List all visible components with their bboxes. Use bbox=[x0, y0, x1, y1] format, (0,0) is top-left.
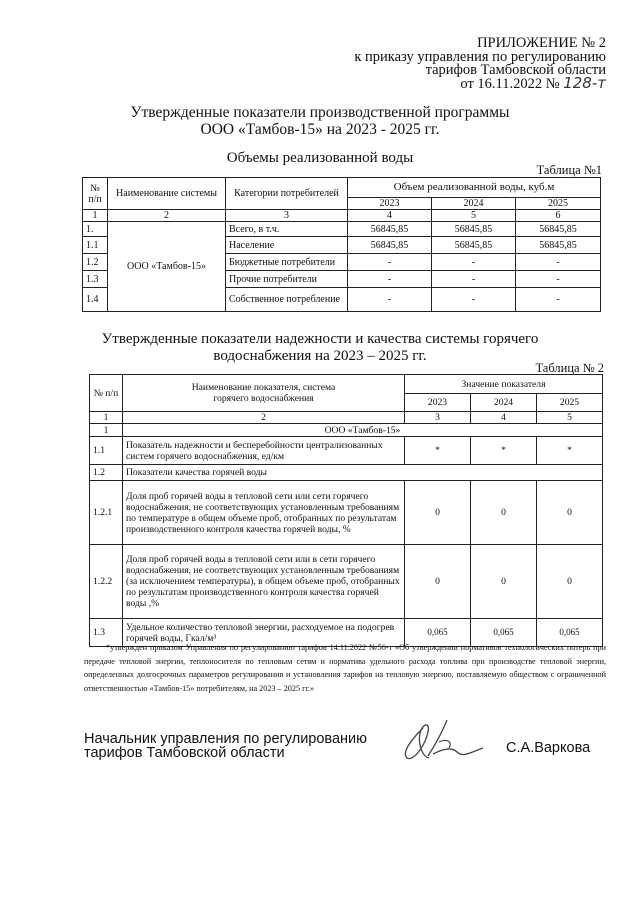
t2-row-num: 1 bbox=[90, 424, 123, 437]
t1-row-value: - bbox=[516, 271, 601, 288]
t1-header-volume: Объем реализованной воды, куб.м bbox=[348, 178, 601, 198]
t2-row-value: 0 bbox=[537, 545, 603, 619]
t1-index-cell: 2 bbox=[108, 210, 226, 222]
t2-row-num: 1.2 bbox=[90, 465, 123, 481]
t2-row-value: 0 bbox=[405, 481, 471, 545]
t1-system-name: ООО «Тамбов-15» bbox=[108, 222, 226, 312]
t2-year: 2024 bbox=[471, 394, 537, 412]
t2-row-name: Показатель надежности и бесперебойности централизованных систем горячего водоснабжения, ед/км bbox=[123, 437, 405, 465]
t1-index-cell: 1 bbox=[83, 210, 108, 222]
t1-row-num: 1.2 bbox=[83, 254, 108, 271]
t2-year: 2025 bbox=[537, 394, 603, 412]
t2-row-value: * bbox=[537, 437, 603, 465]
t1-row-value: - bbox=[516, 254, 601, 271]
table-row bbox=[90, 465, 603, 481]
t2-row-name: Доля проб горячей воды в тепловой сети или сети горячего водоснабжения, не соответствующих установленным требованиям по температуре в общем объеме проб, отобранных по результатам производственного контроля качества горячей воды, % bbox=[123, 481, 405, 545]
t1-row-value: - bbox=[348, 271, 432, 288]
t1-row-value: - bbox=[516, 288, 601, 312]
t2-row-name: Показатели качества горячей воды bbox=[123, 465, 603, 481]
t1-row-category: Всего, в т.ч. bbox=[226, 222, 348, 237]
reliability-quality-table bbox=[89, 374, 603, 647]
t2-row-value: 0 bbox=[405, 545, 471, 619]
signatory-name: С.А.Варкова bbox=[506, 740, 591, 756]
t2-header-value: Значение показателя bbox=[405, 375, 603, 394]
t2-row-value: 0 bbox=[471, 545, 537, 619]
t2-row-value: 0,065 bbox=[405, 619, 471, 647]
t1-row-value: 56845,85 bbox=[348, 222, 432, 237]
t1-index-cell: 6 bbox=[516, 210, 601, 222]
table2-label: Таблица № 2 bbox=[535, 361, 604, 375]
table2-title-line-1: Утвержденные показатели надежности и качества системы горячего bbox=[101, 331, 539, 347]
t1-year: 2025 bbox=[516, 198, 601, 210]
t1-row-value: 56845,85 bbox=[516, 222, 601, 237]
t1-row-category: Собственное потребление bbox=[226, 288, 348, 312]
t1-row-value: - bbox=[432, 271, 516, 288]
t2-row-value: 0 bbox=[537, 481, 603, 545]
t2-index-cell: 1 bbox=[90, 412, 123, 424]
document-heading bbox=[0, 104, 640, 138]
t1-row-category: Население bbox=[226, 237, 348, 254]
heading-line-2: ООО «Тамбов-15» на 2023 - 2025 гг. bbox=[200, 121, 440, 138]
t2-system-name: ООО «Тамбов-15» bbox=[123, 424, 603, 437]
t2-header-num: № п/п bbox=[90, 375, 123, 412]
t2-index-cell: 2 bbox=[123, 412, 405, 424]
t1-header-num: № п/п bbox=[83, 178, 108, 210]
table-row bbox=[83, 222, 601, 237]
position-line-2: тарифов Тамбовской области bbox=[84, 745, 285, 761]
appendix-date: от 16.11.2022 № bbox=[460, 76, 560, 92]
t2-row-value: * bbox=[405, 437, 471, 465]
position-line-1: Начальник управления по регулированию bbox=[84, 731, 368, 747]
table2-title bbox=[0, 331, 640, 365]
t1-index-cell: 4 bbox=[348, 210, 432, 222]
t1-index-cell: 5 bbox=[432, 210, 516, 222]
footnote: *утвержден приказом Управления по регулированию тарифов 14.11.2022 №56-т «Об утверждении нормативов технологических потерь при передаче тепловой энергии, теплоносителя по тепловым сетям и норматива удельного расхода топлива при производстве тепловой энергии, определенных долгосрочных параметров регулирования и установления тарифов на тепловую энергию, поставляемую обществом с ограниченной ответственностью «Тамбов-15» потребителям, на 2023 – 2025 гг.» bbox=[84, 643, 606, 693]
t1-year: 2023 bbox=[348, 198, 432, 210]
t1-row-category: Прочие потребители bbox=[226, 271, 348, 288]
t1-row-value: 56845,85 bbox=[516, 237, 601, 254]
signatory-position bbox=[84, 732, 367, 760]
order-number-handwritten: 128-т bbox=[563, 74, 606, 92]
t1-row-num: 1.3 bbox=[83, 271, 108, 288]
appendix-title: ПРИЛОЖЕНИЕ № 2 bbox=[477, 35, 606, 51]
appendix-date-line bbox=[460, 76, 606, 91]
t1-index-cell: 3 bbox=[226, 210, 348, 222]
table1-label: Таблица №1 bbox=[536, 163, 602, 177]
t1-row-value: 56845,85 bbox=[432, 222, 516, 237]
t2-index-cell: 5 bbox=[537, 412, 603, 424]
t2-year: 2023 bbox=[405, 394, 471, 412]
t2-header-name: Наименование показателя, система горячего водоснабжения bbox=[123, 375, 405, 412]
table1-section-title: Объемы реализованной воды bbox=[226, 150, 414, 166]
t1-row-num: 1.4 bbox=[83, 288, 108, 312]
t2-index-cell: 3 bbox=[405, 412, 471, 424]
t1-row-value: - bbox=[432, 288, 516, 312]
t1-row-value: - bbox=[432, 254, 516, 271]
heading-line-1: Утвержденные показатели производственной программы bbox=[130, 104, 510, 121]
t2-row-name: Доля проб горячей воды в тепловой сети или в сети горячего водоснабжения, не соответствующих установленным требованиям (за исключением температуры), в общем объеме проб, отобранных по результатам производственного контроля качества горячей воды ,% bbox=[123, 545, 405, 619]
appendix-line-1: к приказу управления по регулированию bbox=[354, 49, 606, 65]
t2-row-value: 0 bbox=[471, 481, 537, 545]
t2-row-num: 1.3 bbox=[90, 619, 123, 647]
t1-row-value: 56845,85 bbox=[348, 237, 432, 254]
t1-row-num: 1. bbox=[83, 222, 108, 237]
t2-row-num: 1.2.1 bbox=[90, 481, 123, 545]
t2-row-name: Удельное количество тепловой энергии, расходуемое на подогрев горячей воды, Гкал/м³ bbox=[123, 619, 405, 647]
t2-row-num: 1.1 bbox=[90, 437, 123, 465]
t1-row-value: - bbox=[348, 288, 432, 312]
table2-title-line-2: водоснабжения на 2023 – 2025 гг. bbox=[213, 348, 427, 364]
table-row bbox=[90, 424, 603, 437]
t1-row-value: - bbox=[348, 254, 432, 271]
t1-year: 2024 bbox=[432, 198, 516, 210]
water-volume-table bbox=[82, 177, 601, 312]
table-row bbox=[90, 545, 603, 619]
appendix-line-2: тарифов Тамбовской области bbox=[425, 62, 606, 78]
t2-row-value: 0,065 bbox=[537, 619, 603, 647]
t1-row-value: 56845,85 bbox=[432, 237, 516, 254]
table-row bbox=[90, 481, 603, 545]
t2-row-value: 0,065 bbox=[471, 619, 537, 647]
t2-row-num: 1.2.2 bbox=[90, 545, 123, 619]
table-row bbox=[90, 437, 603, 465]
handwritten-signature bbox=[395, 712, 490, 770]
t2-index-cell: 4 bbox=[471, 412, 537, 424]
t1-row-category: Бюджетные потребители bbox=[226, 254, 348, 271]
t1-row-num: 1.1 bbox=[83, 237, 108, 254]
t2-row-value: * bbox=[471, 437, 537, 465]
t1-header-category: Категории потребителей bbox=[226, 178, 348, 210]
t1-header-name: Наименование системы bbox=[108, 178, 226, 210]
